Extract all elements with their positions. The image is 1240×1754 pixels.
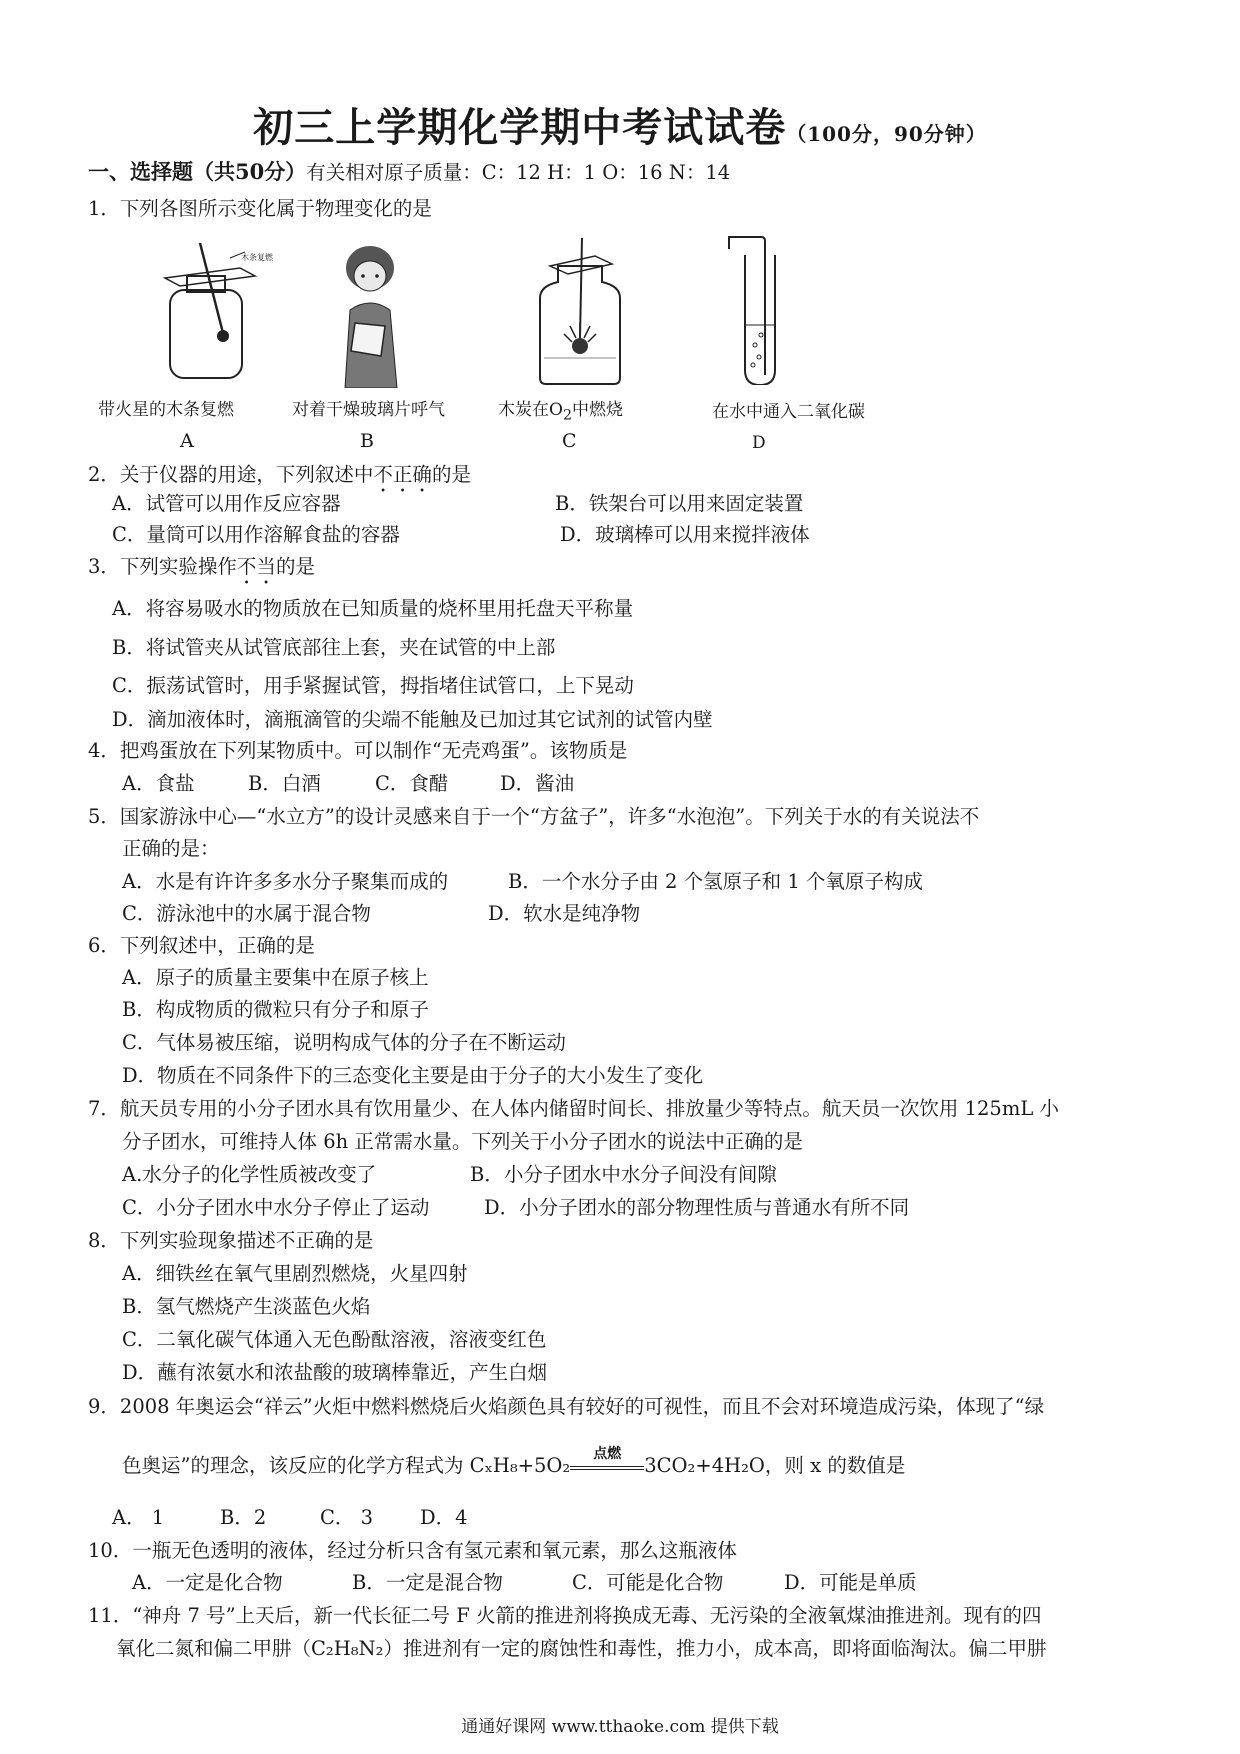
title-subtitle: （100分，90分钟） bbox=[786, 122, 987, 146]
q4-option-d: D．酱油 bbox=[500, 772, 575, 795]
test-tube-figure bbox=[715, 235, 805, 385]
figure-d-caption: 在水中通入二氧化碳 bbox=[712, 402, 865, 422]
title-main: 初三上学期化学期中考试试卷 bbox=[253, 104, 787, 151]
figure-a-inner-label: 木条复燃 bbox=[241, 253, 273, 262]
q5-stem-line1: 5．国家游泳中心—“水立方”的设计灵感来自于一个“方盆子”，许多“水泡泡”。下列关于水的有关说法不 bbox=[88, 805, 980, 828]
q6-option-b: B．构成物质的微粒只有分子和原子 bbox=[122, 998, 429, 1021]
q7-option-c: C．小分子团水中水分子停止了运动 bbox=[122, 1196, 430, 1219]
q5-option-d: D．软水是纯净物 bbox=[488, 902, 641, 925]
q2-option-b: B．铁架台可以用来固定装置 bbox=[555, 492, 804, 515]
charcoal-bottle-figure bbox=[520, 238, 640, 388]
q9-stem-line1: 9．2008 年奥运会“祥云”火炬中燃料燃烧后火焰颜色具有较好的可视性，而且不会对环境造成污染，体现了“绿 bbox=[88, 1395, 1045, 1418]
q4-option-b: B．白酒 bbox=[248, 772, 321, 795]
q6-option-a: A．原子的质量主要集中在原子核上 bbox=[122, 966, 429, 989]
q11-stem-line1: 11．“神舟 7 号”上天后，新一代长征二号 F 火箭的推进剂将换成无毒、无污染的全液氧煤油推进剂。现有的四 bbox=[88, 1604, 1042, 1627]
q9-equation-right: 3CO₂+4H₂O bbox=[644, 1454, 765, 1477]
q4-option-a: A．食盐 bbox=[122, 772, 195, 795]
q9-option-c: C． 3 bbox=[320, 1506, 374, 1529]
q8-option-c: C．二氧化碳气体通入无色酚酞溶液，溶液变红色 bbox=[122, 1328, 547, 1351]
reaction-condition: 点燃 bbox=[593, 1445, 622, 1462]
q7-option-b: B．小分子团水中水分子间没有间隙 bbox=[470, 1163, 777, 1186]
q7-stem-line1: 7．航天员专用的小分子团水具有饮用量少、在人体内储留时间长、排放量少等特点。航天员一次饮用 125mL 小 bbox=[88, 1097, 1059, 1120]
q8-option-d: D．蘸有浓氨水和浓盐酸的玻璃棒靠近，产生白烟 bbox=[122, 1361, 548, 1384]
figure-c-letter: C bbox=[562, 430, 577, 452]
q4-option-c: C．食醋 bbox=[375, 772, 449, 795]
q7-option-a: A.水分子的化学性质被改变了 bbox=[122, 1163, 377, 1186]
atomic-mass-note: 有关相对原子质量：C：12 H：1 O：16 N：14 bbox=[306, 161, 731, 184]
section-heading: 一、选择题（共50分） bbox=[88, 159, 307, 184]
girl-breathing-figure bbox=[315, 238, 425, 388]
q6-option-d: D．物质在不同条件下的三态变化主要是由于分子的大小发生了变化 bbox=[122, 1064, 704, 1087]
q6-option-c: C．气体易被压缩，说明构成气体的分子在不断运动 bbox=[122, 1031, 566, 1054]
q2-stem-pre: 2．关于仪器的用途，下列叙述中 bbox=[88, 463, 374, 486]
figure-c-caption-sub: 2 bbox=[562, 407, 572, 424]
q3-stem-pre: 3．下列实验操作 bbox=[88, 555, 237, 578]
q9-equation-left: CₓH₈+5O₂ bbox=[469, 1454, 571, 1477]
q8-option-b: B．氢气燃烧产生淡蓝色火焰 bbox=[122, 1295, 371, 1318]
figure-c-caption bbox=[498, 395, 623, 423]
q3-stem-post: 的是 bbox=[275, 555, 315, 578]
q11-stem-line2: 氧化二氮和偏二甲肼（C₂H₈N₂）推进剂有一定的腐蚀性和毒性，推力小，成本高，即将面临淘汰。偏二甲肼 bbox=[116, 1637, 1047, 1660]
q10-stem: 10．一瓶无色透明的液体，经过分析只含有氢元素和氧元素，那么这瓶液体 bbox=[88, 1539, 737, 1562]
figure-c-caption-post: 中燃烧 bbox=[571, 400, 623, 420]
q1-stem: 1．下列各图所示变化属于物理变化的是 bbox=[88, 197, 432, 220]
q9-stem-line2 bbox=[122, 1445, 906, 1480]
q10-option-a: A．一定是化合物 bbox=[132, 1571, 283, 1594]
figure-b-caption: 对着干燥玻璃片呼气 bbox=[292, 400, 445, 420]
reaction-equals-bar bbox=[570, 1466, 644, 1470]
q2-option-c: C．量筒可以用作溶解食盐的容器 bbox=[112, 523, 400, 546]
q3-option-c: C．振荡试管时，用手紧握试管，拇指堵住试管口，上下晃动 bbox=[112, 674, 634, 697]
q5-option-a: A．水是有许许多多水分子聚集而成的 bbox=[122, 870, 449, 893]
q9-option-a: A． 1 bbox=[112, 1506, 165, 1529]
q3-stem-emphasis: 不当 bbox=[236, 555, 276, 578]
q9-option-d: D．4 bbox=[420, 1506, 468, 1529]
figure-d-letter: D bbox=[752, 433, 766, 453]
figure-b-letter: B bbox=[360, 430, 374, 452]
page-footer: 通通好课网 www.tthaoke.com 提供下载 bbox=[461, 1717, 779, 1737]
q6-stem: 6．下列叙述中，正确的是 bbox=[88, 934, 315, 957]
page-title bbox=[0, 96, 1240, 153]
bottle-splint-figure bbox=[145, 238, 275, 388]
q5-stem-line2: 正确的是： bbox=[122, 837, 220, 860]
q5-option-b: B．一个水分子由 2 个氢原子和 1 个氧原子构成 bbox=[508, 870, 923, 893]
q9-stem-pre: 色奥运”的理念，该反应的化学方程式为 bbox=[122, 1454, 470, 1477]
q2-option-a: A．试管可以用作反应容器 bbox=[112, 492, 341, 515]
q9-option-b: B．2 bbox=[220, 1506, 267, 1529]
q4-stem: 4．把鸡蛋放在下列某物质中。可以制作“无壳鸡蛋”。该物质是 bbox=[88, 739, 628, 762]
figure-c-caption-chem: O bbox=[549, 400, 563, 420]
q3-stem bbox=[88, 553, 315, 589]
section-heading-line bbox=[88, 158, 730, 187]
figure-a-letter: A bbox=[180, 430, 194, 452]
q7-stem-line2: 分子团水，可维持人体 6h 正常需水量。下列关于小分子团水的说法中正确的是 bbox=[122, 1130, 803, 1153]
figure-a-caption: 带火星的木条复燃 bbox=[98, 400, 234, 420]
figure-c-caption-pre: 木炭在 bbox=[498, 400, 549, 420]
q10-option-d: D．可能是单质 bbox=[784, 1571, 917, 1594]
q5-option-c: C．游泳池中的水属于混合物 bbox=[122, 902, 371, 925]
q8-option-a: A．细铁丝在氧气里剧烈燃烧，火星四射 bbox=[122, 1262, 468, 1285]
reaction-arrow bbox=[570, 1445, 644, 1478]
q2-stem-post: 的是 bbox=[431, 463, 471, 486]
q3-option-d: D．滴加液体时，滴瓶滴管的尖端不能触及已加过其它试剂的试管内壁 bbox=[112, 708, 713, 731]
q3-option-a: A．将容易吸水的物质放在已知质量的烧杯里用托盘天平称量 bbox=[112, 597, 634, 620]
q7-option-d: D．小分子团水的部分物理性质与普通水有所不同 bbox=[484, 1196, 910, 1219]
q8-stem: 8．下列实验现象描述不正确的是 bbox=[88, 1229, 374, 1252]
q2-stem-emphasis: 不正确 bbox=[373, 463, 432, 486]
q9-stem-post: ，则 x 的数值是 bbox=[764, 1454, 906, 1477]
q2-option-d: D．玻璃棒可以用来搅拌液体 bbox=[560, 523, 810, 546]
q3-option-b: B．将试管夹从试管底部往上套，夹在试管的中上部 bbox=[112, 636, 556, 659]
q10-option-b: B．一定是混合物 bbox=[352, 1571, 503, 1594]
q10-option-c: C．可能是化合物 bbox=[572, 1571, 724, 1594]
